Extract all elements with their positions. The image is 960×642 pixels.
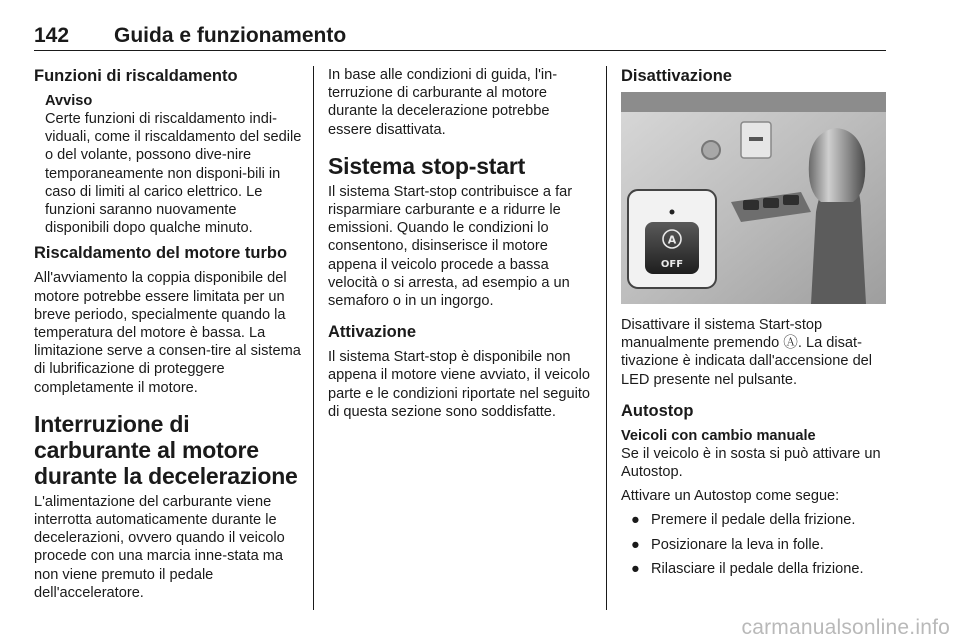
notice-label: Avviso [45,93,93,109]
page-header [34,24,886,51]
paragraph-turbo: All'avviamento la coppia disponibile del motore potrebbe essere limitata per un breve periodo, specialmente quando la temperatura del motore è bassa. La limitazione serve a consen-tire al sistema di lubrificazione di proteggere completamente il motore. [34,270,301,396]
column-divider [606,66,607,610]
column-right [621,66,886,584]
stop-start-button-photo [621,92,886,304]
heading-activation: Attivazione [328,323,417,342]
paragraph-activate-intro: Attivare un Autostop come segue: [621,488,840,505]
paragraph-activation: Il sistema Start-stop è disponibile non appena il motore viene avviato, il veicolo parte e le condizioni riportate nel seguito di questa sezione sono soddisfatte. [328,349,591,420]
paragraph-manual: Se il veicolo è in sosta si può attivare un Autostop. [621,445,881,481]
column-divider [313,66,314,610]
watermark: carmanualsonline.info [741,616,950,639]
list-item: ● Premere il pedale della frizione. [631,512,856,529]
heading-turbo-warmup: Riscaldamento del motore turbo [34,244,288,263]
label-manual-transmission: Veicoli con cambio manuale [621,427,816,444]
paragraph-stop-start: Il sistema Start-stop contribuisce a far risparmiare carburante e a ridurre le emissioni. Quando le condizioni lo consentono, disinserisce il motore appena il veicolo procede a bassa velocità o si arresta, ad esempio a un semaforo o in un ingorgo. [328,183,573,310]
column-middle [328,66,594,427]
notice-box [34,92,302,237]
heading-autostop: Autostop [621,401,694,420]
chapter-title: Guida e funzionamento [114,24,347,47]
page-number: 142 [34,24,70,47]
list-item: ● Posizionare la leva in folle. [631,536,824,553]
paragraph-deactivation: Disattivare il sistema Start-stop manualmente premendo Ⓐ. La disat-tivazione è indicata dall'accensione del LED presente nel pulsante. [621,317,873,388]
column-left [34,66,302,608]
steps-list [621,511,886,578]
button-off-label: OFF [660,259,684,270]
svg-text:A: A [667,233,677,247]
list-item: ● Rilasciare il pedale della frizione. [631,560,864,577]
heading-heating-functions: Funzioni di riscaldamento [34,67,238,85]
paragraph-fuel-cutoff-cont: In base alle condizioni di guida, l'in-terruzione di carburante al motore durante la decelerazione potrebbe essere disattivata. [328,67,558,138]
notice-text: Certe funzioni di riscaldamento indi-viduali, come il riscaldamento del sedile o del volante, possono dive-nire temporaneamente non disponi-bili in caso di limiti al carico elettrico. Le funzioni saranno nuovamente disponibili dopo qualche minuto. [45,111,302,237]
paragraph-fuel-cutoff: L'alimentazione del carburante viene interrotta automaticamente durante le decelerazioni, ovvero quando il veicolo procede con una marcia inne-stata ma non viene premuto il pedale dell'acceleratore. [34,493,285,601]
heading-deactivation: Disattivazione [621,67,732,85]
heading-fuel-cutoff: Interruzione di carburante al motore durante la decelerazione [34,410,298,489]
heading-stop-start: Sistema stop-start [328,152,526,179]
